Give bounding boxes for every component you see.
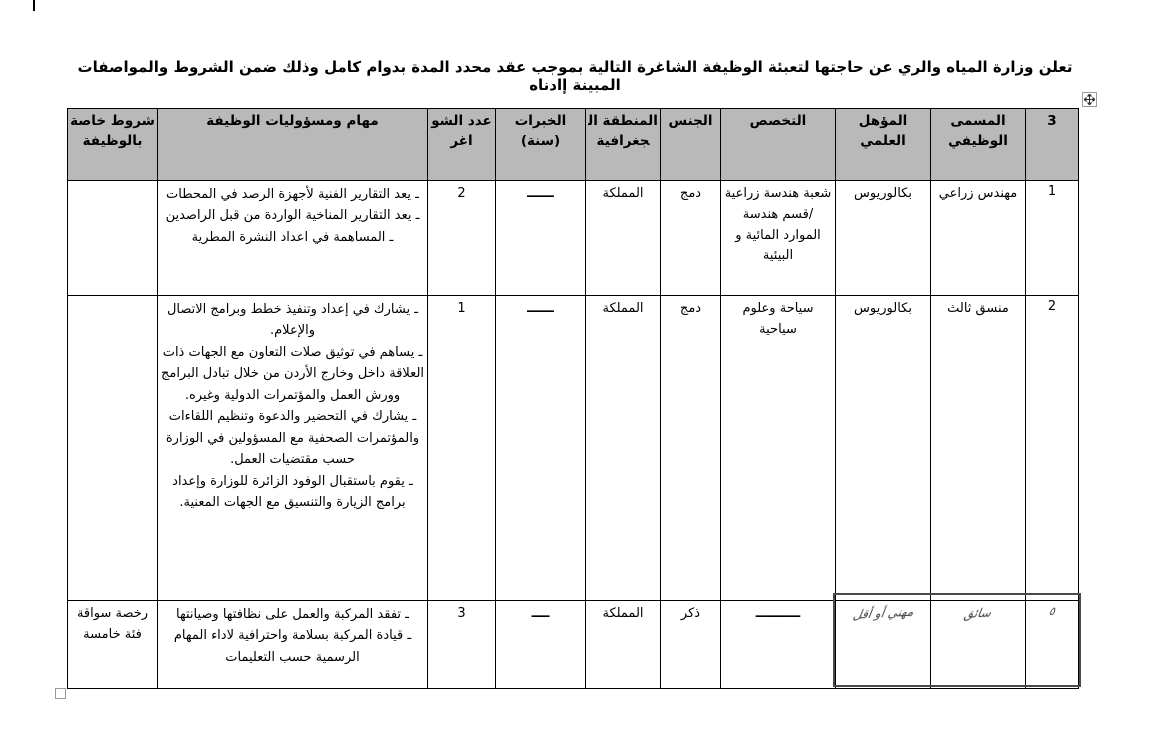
row1-specialization[interactable]: شعبة هندسة زراعية /قسم هندسة الموارد المائية و البيئية	[721, 181, 836, 296]
row1-conditions[interactable]	[68, 181, 158, 296]
row3-no[interactable]	[1026, 601, 1079, 689]
header-experience[interactable]: الخبرات (سنة)	[496, 109, 586, 181]
row2-gender[interactable]: دمج	[661, 296, 721, 601]
table-header-row	[68, 109, 1079, 181]
row3-tasks[interactable]: ـ تفقد المركبة والعمل على نظافتها وصيانتها ـ قيادة المركبة بسلامة واحترافية لاداء المهام الرسمية حسب التعليمات	[158, 601, 428, 689]
row2-region[interactable]: المملكة	[586, 296, 661, 601]
table-row	[68, 181, 1079, 296]
table-row	[68, 296, 1079, 601]
row2-experience[interactable]: ــــــ	[496, 296, 586, 601]
row3-region[interactable]: المملكة	[586, 601, 661, 689]
row2-vacancies[interactable]: 1	[428, 296, 496, 601]
row2-job-title[interactable]: منسق ثالث	[931, 296, 1026, 601]
table-resize-handle[interactable]	[55, 688, 66, 699]
text-cursor	[33, 0, 35, 11]
row3-job-title[interactable]	[931, 601, 1026, 689]
handwritten-number: ٥	[1047, 604, 1056, 619]
page-title[interactable]: تعلن وزارة المياه والري عن حاجتها لتعبئة الوظيفة الشاغرة التالية بموجب عقد محدد المدة بدوام كامل وذلك ضمن الشروط والمواصفات المبينة إادناه	[77, 58, 1073, 94]
header-gender[interactable]: الجنس	[661, 109, 721, 181]
vacancies-table	[67, 108, 1079, 689]
row1-no[interactable]: 1	[1026, 181, 1079, 296]
header-specialization[interactable]: التخصص	[721, 109, 836, 181]
header-no[interactable]: 3	[1026, 109, 1079, 181]
handwritten-qualification: مهني أو أقل	[851, 604, 915, 622]
row3-experience[interactable]: ــــ	[496, 601, 586, 689]
row2-qualification[interactable]: بكالوريوس	[836, 296, 931, 601]
header-vacancies[interactable]: عدد الشواغر	[428, 109, 496, 181]
header-conditions[interactable]: شروط خاصة بالوظيفة	[68, 109, 158, 181]
row1-qualification[interactable]: بكالوريوس	[836, 181, 931, 296]
header-qualification[interactable]: المؤهل العلمي	[836, 109, 931, 181]
row1-job-title[interactable]: مهندس زراعي	[931, 181, 1026, 296]
table-move-handle[interactable]	[1082, 92, 1097, 107]
row1-gender[interactable]: دمج	[661, 181, 721, 296]
row2-conditions[interactable]	[68, 296, 158, 601]
row3-gender[interactable]: ذكر	[661, 601, 721, 689]
header-region[interactable]: المنطقة الجغرافية	[586, 109, 661, 181]
header-job-title[interactable]: المسمى الوظيفي	[931, 109, 1026, 181]
row2-tasks[interactable]: ـ يشارك في إعداد وتنفيذ خطط وبرامج الاتصال والإعلام. ـ يساهم في توثيق صلات التعاون مع الجهات ذات العلاقة داخل وخارج الأردن من خلال تبادل البرامج وورش العمل والمؤتمرات الدولية وغيره. ـ يشارك في التحضير والدعوة وتنظيم اللقاءات والمؤتمرات الصحفية مع المسؤولين في الوزارة حسب مقتضيات العمل. ـ يقوم باستقبال الوفود الزائرة للوزارة وإعداد برامج الزيارة والتنسيق مع الجهات المعنية.	[158, 296, 428, 601]
row1-tasks[interactable]: ـ يعد التقارير الفنية لأجهزة الرصد في المحطات ـ يعد التقارير المناخية الواردة من قبل الراصدين ـ المساهمة في اعداد النشرة المطرية	[158, 181, 428, 296]
row1-region[interactable]: المملكة	[586, 181, 661, 296]
row3-specialization[interactable]: ــــــــــ	[721, 601, 836, 689]
handwritten-job-title: سائق	[963, 605, 993, 621]
row3-qualification[interactable]	[836, 601, 931, 689]
row2-specialization[interactable]: سياحة وعلوم سياحية	[721, 296, 836, 601]
table-row	[68, 601, 1079, 689]
row1-vacancies[interactable]: 2	[428, 181, 496, 296]
header-tasks[interactable]: مهام ومسؤوليات الوظيفة	[158, 109, 428, 181]
row2-no[interactable]: 2	[1026, 296, 1079, 601]
row1-experience[interactable]: ــــــ	[496, 181, 586, 296]
row3-conditions[interactable]: رخصة سواقة فئة خامسة	[68, 601, 158, 689]
four-way-arrow-icon	[1084, 90, 1095, 109]
row3-vacancies[interactable]: 3	[428, 601, 496, 689]
